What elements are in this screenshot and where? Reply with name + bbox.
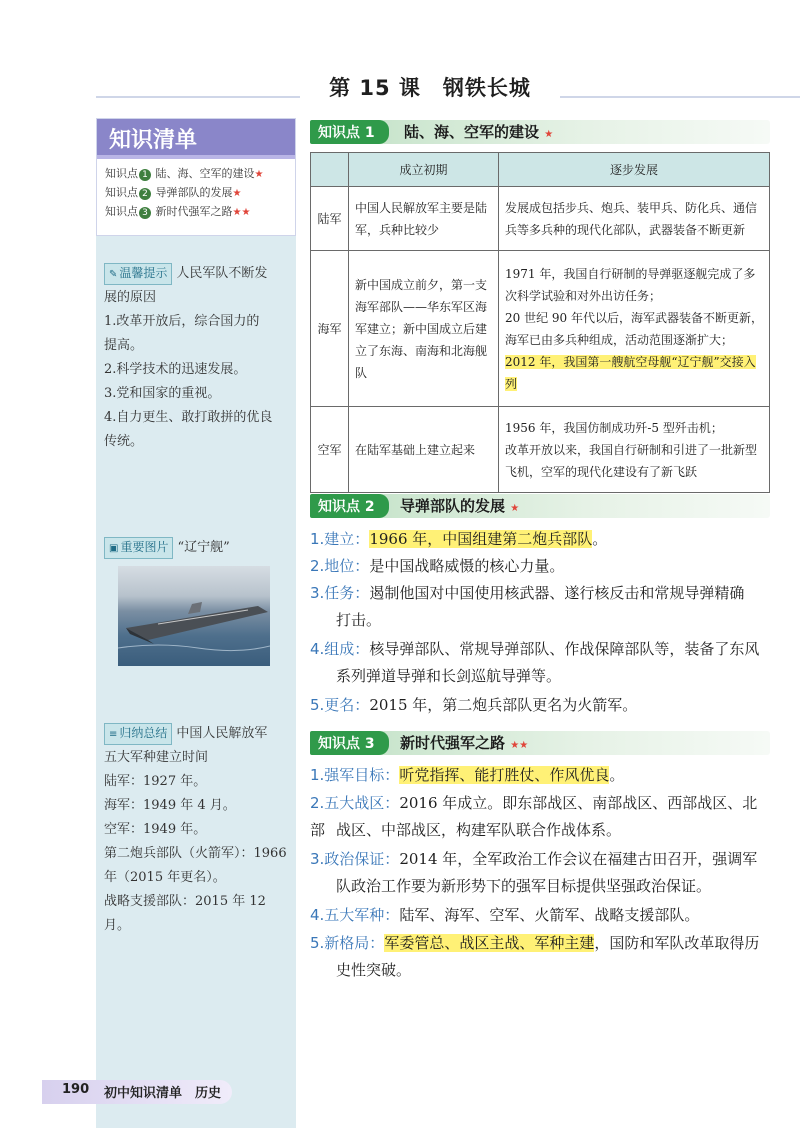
star-icon: ★ bbox=[544, 129, 554, 140]
star-icon: ★★ bbox=[232, 207, 251, 218]
list-item: 1.强军目标：听党指挥、能打胜仗、作风优良。 bbox=[310, 766, 625, 784]
kp1-tag: 知识点 1 bbox=[310, 120, 389, 144]
list-item: 5.更名：2015 年，第二炮兵部队更名为火箭军。 bbox=[310, 696, 638, 714]
kp2-title: 导弹部队的发展 ★ bbox=[400, 497, 520, 515]
tip-block: ✎ 温馨提示 人民军队不断发 展的原因 1.改革开放后，综合国力的 提高。 2.科学技术的迅速发展。 3.党和国家的重视。 4.自力更生、敢打敢拼的优良 传统。 bbox=[104, 262, 290, 454]
toc-item[interactable]: 知识点 1 陆、海、空军的建设★ bbox=[105, 167, 264, 180]
initial-cell: 中国人民解放军主要是陆军，兵种比较少 bbox=[349, 187, 499, 251]
footer-title: 初中知识清单 历史 bbox=[104, 1086, 222, 1101]
table-header: 成立初期 bbox=[349, 153, 499, 187]
star-icon: ★ bbox=[510, 503, 520, 514]
list-item-continued: 系列弹道导弹和长剑巡航导弹等。 bbox=[336, 667, 562, 685]
table-header bbox=[311, 153, 349, 187]
table-row bbox=[311, 407, 770, 493]
kp3-tag: 知识点 3 bbox=[310, 731, 389, 755]
picture-tag: ▣ 重要图片 bbox=[104, 537, 173, 559]
list-item-continued: 战区、中部战区，构建军队联合作战体系。 bbox=[336, 821, 622, 839]
branch-cell: 空军 bbox=[311, 407, 349, 493]
list-item: 2.五大战区：2016 年成立。即东部战区、南部战区、西部战区、北部 bbox=[310, 794, 758, 839]
list-item: 3.任务：遏制他国对中国使用核武器、遂行核反击和常规导弹精确 bbox=[310, 584, 745, 602]
table-row bbox=[311, 187, 770, 251]
toc-list bbox=[97, 159, 295, 222]
development-cell: 1971 年，我国自行研制的导弹驱逐舰完成了多次科学试验和对外出访任务； 20 世纪 90 年代以后，海军武器装备不断更新，海军已由多兵种组成，活动范围逐渐扩大； 2012 年，我国第一艘航空母舰“辽宁舰”交接入列 bbox=[499, 251, 770, 407]
picture-caption: “辽宁舰” bbox=[177, 540, 230, 555]
list-item-continued: 史性突破。 bbox=[336, 961, 412, 979]
carrier-illustration bbox=[118, 566, 270, 666]
toc-item[interactable]: 知识点 2 导弹部队的发展★ bbox=[105, 186, 242, 199]
lesson-title: 第 15 课 钢铁长城 bbox=[300, 72, 560, 102]
list-item: 5.新格局：军委管总、战区主战、军种主建，国防和军队改革取得历 bbox=[310, 934, 760, 952]
highlight-text: 2012 年，我国第一艘航空母舰“辽宁舰”交接入列 bbox=[505, 354, 756, 391]
number-badge: 2 bbox=[139, 188, 151, 200]
table-header: 逐步发展 bbox=[499, 153, 770, 187]
list-item: 4.五大军种：陆军、海军、空军、火箭军、战略支援部队。 bbox=[310, 906, 700, 924]
table-header-row bbox=[311, 153, 770, 187]
initial-cell: 在陆军基础上建立起来 bbox=[349, 407, 499, 493]
branch-cell: 海军 bbox=[311, 251, 349, 407]
lightbulb-icon: ✎ bbox=[109, 269, 118, 280]
star-icon: ★★ bbox=[510, 740, 529, 751]
list-item-continued: 队政治工作要为新形势下的强军目标提供坚强政治保证。 bbox=[336, 877, 712, 895]
development-cell: 发展成包括步兵、炮兵、装甲兵、防化兵、通信兵等多兵种的现代化部队，武器装备不断更新 bbox=[499, 187, 770, 251]
development-cell: 1956 年，我国仿制成功歼-5 型歼击机； 改革开放以来，我国自行研制和引进了一批新型飞机，空军的现代化建设有了新飞跃 bbox=[499, 407, 770, 493]
toc-box bbox=[96, 118, 296, 236]
summary-tag: ≡ 归纳总结 bbox=[104, 723, 172, 745]
army-table bbox=[310, 152, 770, 493]
picture-block bbox=[104, 536, 290, 560]
toc-item[interactable]: 知识点 3 新时代强军之路★★ bbox=[105, 205, 251, 218]
toc-heading: 知识清单 bbox=[97, 119, 295, 159]
tip-tag: ✎ 温馨提示 bbox=[104, 263, 172, 285]
initial-cell: 新中国成立前夕，第一支海军部队——华东军区海军建立；新中国成立后建立了东海、南海和北海舰队 bbox=[349, 251, 499, 407]
list-item: 2.地位：是中国战略威慑的核心力量。 bbox=[310, 557, 565, 575]
kp3-title: 新时代强军之路 ★★ bbox=[400, 734, 529, 752]
summary-block: ≡ 归纳总结 中国人民解放军 五大军种建立时间 陆军：1927 年。 海军：1949 年 4 月。 空军：1949 年。 第二炮兵部队（火箭军）：1966 年（2015 年更名）。 战略支援部队：2015 年 12 月。 bbox=[104, 722, 290, 938]
kp2-tag: 知识点 2 bbox=[310, 494, 389, 518]
list-item: 1.建立：1966 年，中国组建第二炮兵部队。 bbox=[310, 530, 608, 548]
list-item-continued: 打击。 bbox=[336, 611, 382, 629]
aircraft-carrier-image bbox=[118, 566, 270, 666]
list-item: 4.组成：核导弹部队、常规导弹部队、作战保障部队等，装备了东风 bbox=[310, 640, 760, 658]
table-row bbox=[311, 251, 770, 407]
image-icon: ▣ bbox=[109, 543, 119, 554]
number-badge: 3 bbox=[139, 207, 151, 219]
star-icon: ★ bbox=[254, 169, 264, 180]
page-number: 190 bbox=[62, 1082, 90, 1097]
number-badge: 1 bbox=[139, 169, 151, 181]
list-icon: ≡ bbox=[109, 729, 118, 740]
star-icon: ★ bbox=[232, 188, 242, 199]
list-item: 3.政治保证：2014 年，全军政治工作会议在福建古田召开，强调军 bbox=[310, 850, 758, 868]
kp1-title: 陆、海、空军的建设 ★ bbox=[404, 123, 554, 141]
branch-cell: 陆军 bbox=[311, 187, 349, 251]
